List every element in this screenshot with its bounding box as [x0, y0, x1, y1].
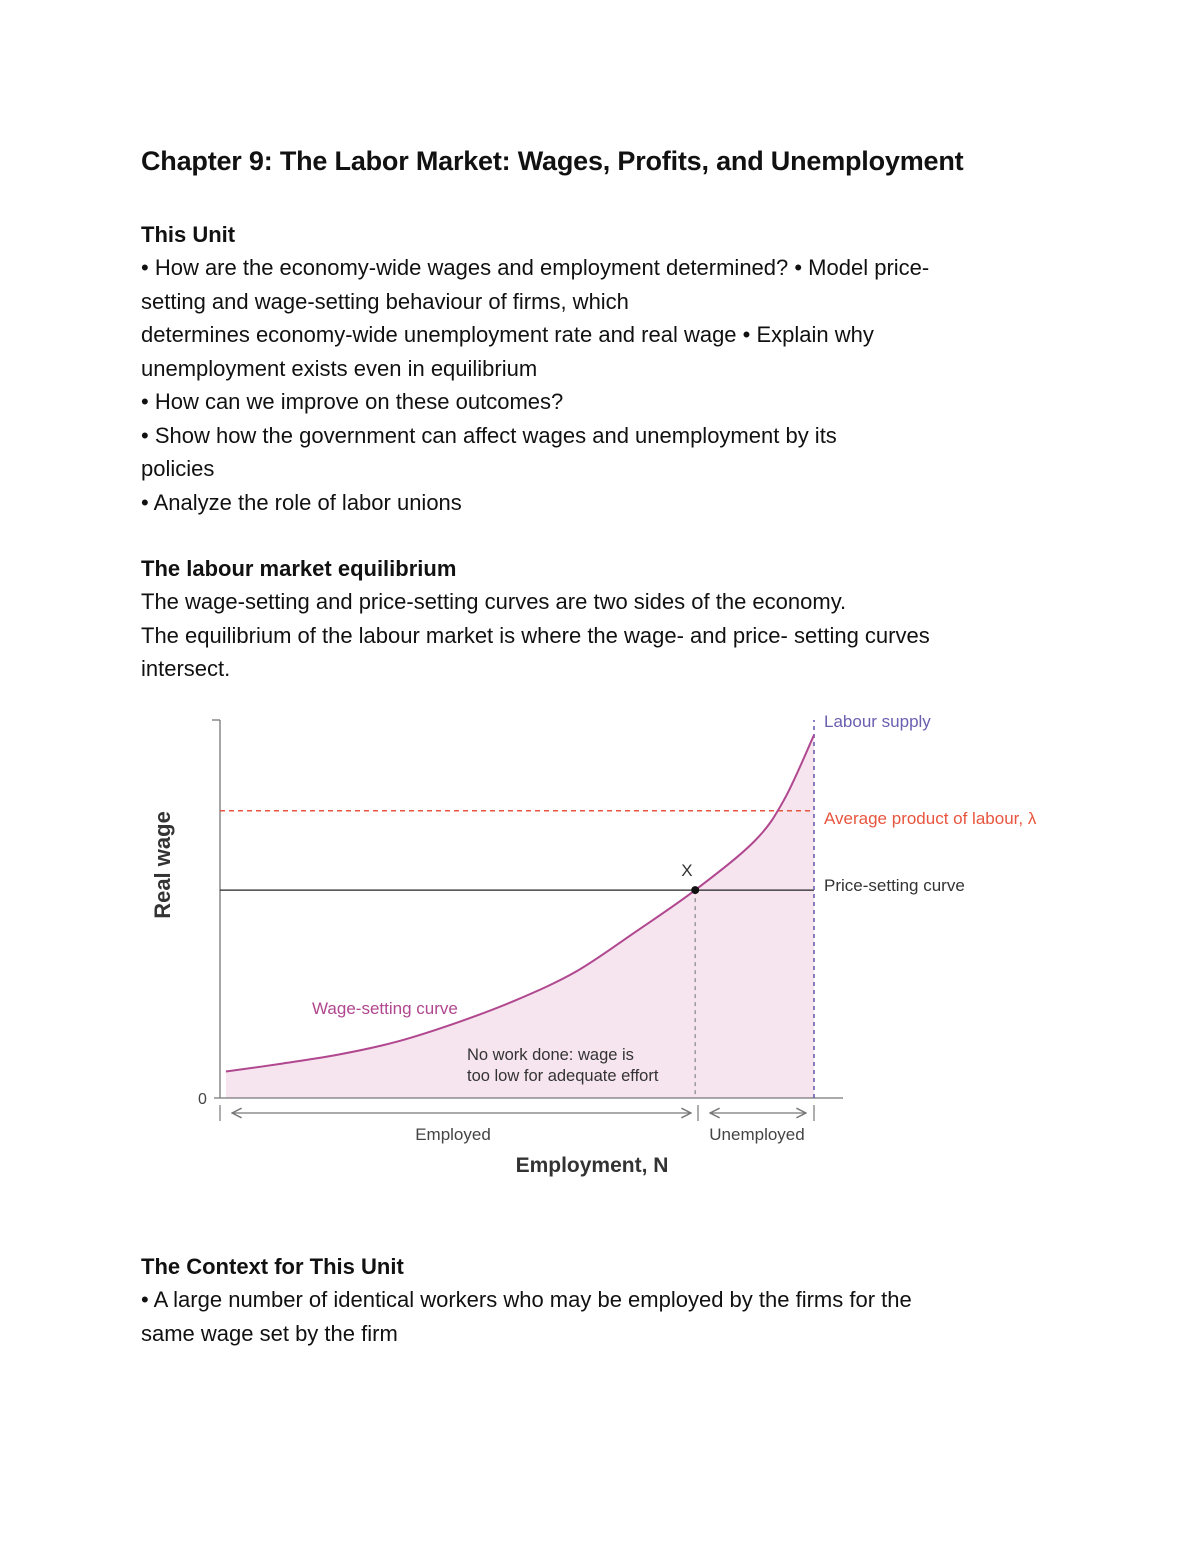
labour-market-figure	[140, 700, 1080, 1190]
equilibrium-line: The equilibrium of the labour market is where the wage- and price- setting curves	[141, 622, 930, 648]
context-section	[141, 1250, 1071, 1350]
page-title: Chapter 9: The Labor Market: Wages, Profits, and Unemployment	[141, 146, 964, 176]
shaded-annotation-line1: No work done: wage is	[467, 1046, 634, 1064]
labour-market-chart	[140, 700, 1080, 1190]
context-heading: The Context for This Unit	[141, 1254, 404, 1279]
context-line: same wage set by the firm	[141, 1320, 398, 1346]
employed-label: Employed	[415, 1125, 491, 1144]
wage-setting-label: Wage-setting curve	[312, 999, 458, 1018]
this-unit-line: • How can we improve on these outcomes?	[141, 389, 564, 414]
shaded-annotation-line2: too low for adequate effort	[467, 1067, 659, 1085]
context-line: • A large number of identical workers who may be employed by the firms for the	[141, 1287, 912, 1312]
average-product-label: Average product of labour, λ	[824, 809, 1037, 828]
equilibrium-line: intersect.	[141, 656, 231, 681]
this-unit-line: unemployment exists even in equilibrium	[141, 355, 538, 381]
this-unit-line: • How are the economy-wide wages and employment determined? • Model price-	[141, 255, 930, 280]
this-unit-heading: This Unit	[141, 222, 236, 247]
this-unit-line: setting and wage-setting behaviour of firms, which	[141, 288, 629, 314]
x-axis-label: Employment, N	[515, 1154, 669, 1177]
equilibrium-label: X	[681, 861, 693, 881]
document-page	[141, 140, 1071, 719]
shaded-region	[226, 720, 814, 1098]
equilibrium-point	[691, 886, 699, 894]
this-unit-section	[141, 218, 1071, 519]
price-setting-label: Price-setting curve	[824, 876, 965, 895]
equilibrium-section	[141, 552, 1071, 686]
origin-label: 0	[198, 1091, 207, 1108]
labour-supply-label: Labour supply	[824, 712, 931, 731]
this-unit-line: • Analyze the role of labor unions	[141, 489, 462, 515]
this-unit-line: determines economy-wide unemployment rate and real wage • Explain why	[141, 322, 874, 347]
equilibrium-heading: The labour market equilibrium	[141, 556, 457, 581]
this-unit-line: policies	[141, 456, 215, 481]
y-axis-label: Real wage	[150, 811, 175, 919]
unemployed-label: Unemployed	[709, 1125, 805, 1144]
this-unit-line: • Show how the government can affect wages and unemployment by its	[141, 422, 837, 448]
equilibrium-line: The wage-setting and price-setting curves are two sides of the economy.	[141, 589, 847, 614]
